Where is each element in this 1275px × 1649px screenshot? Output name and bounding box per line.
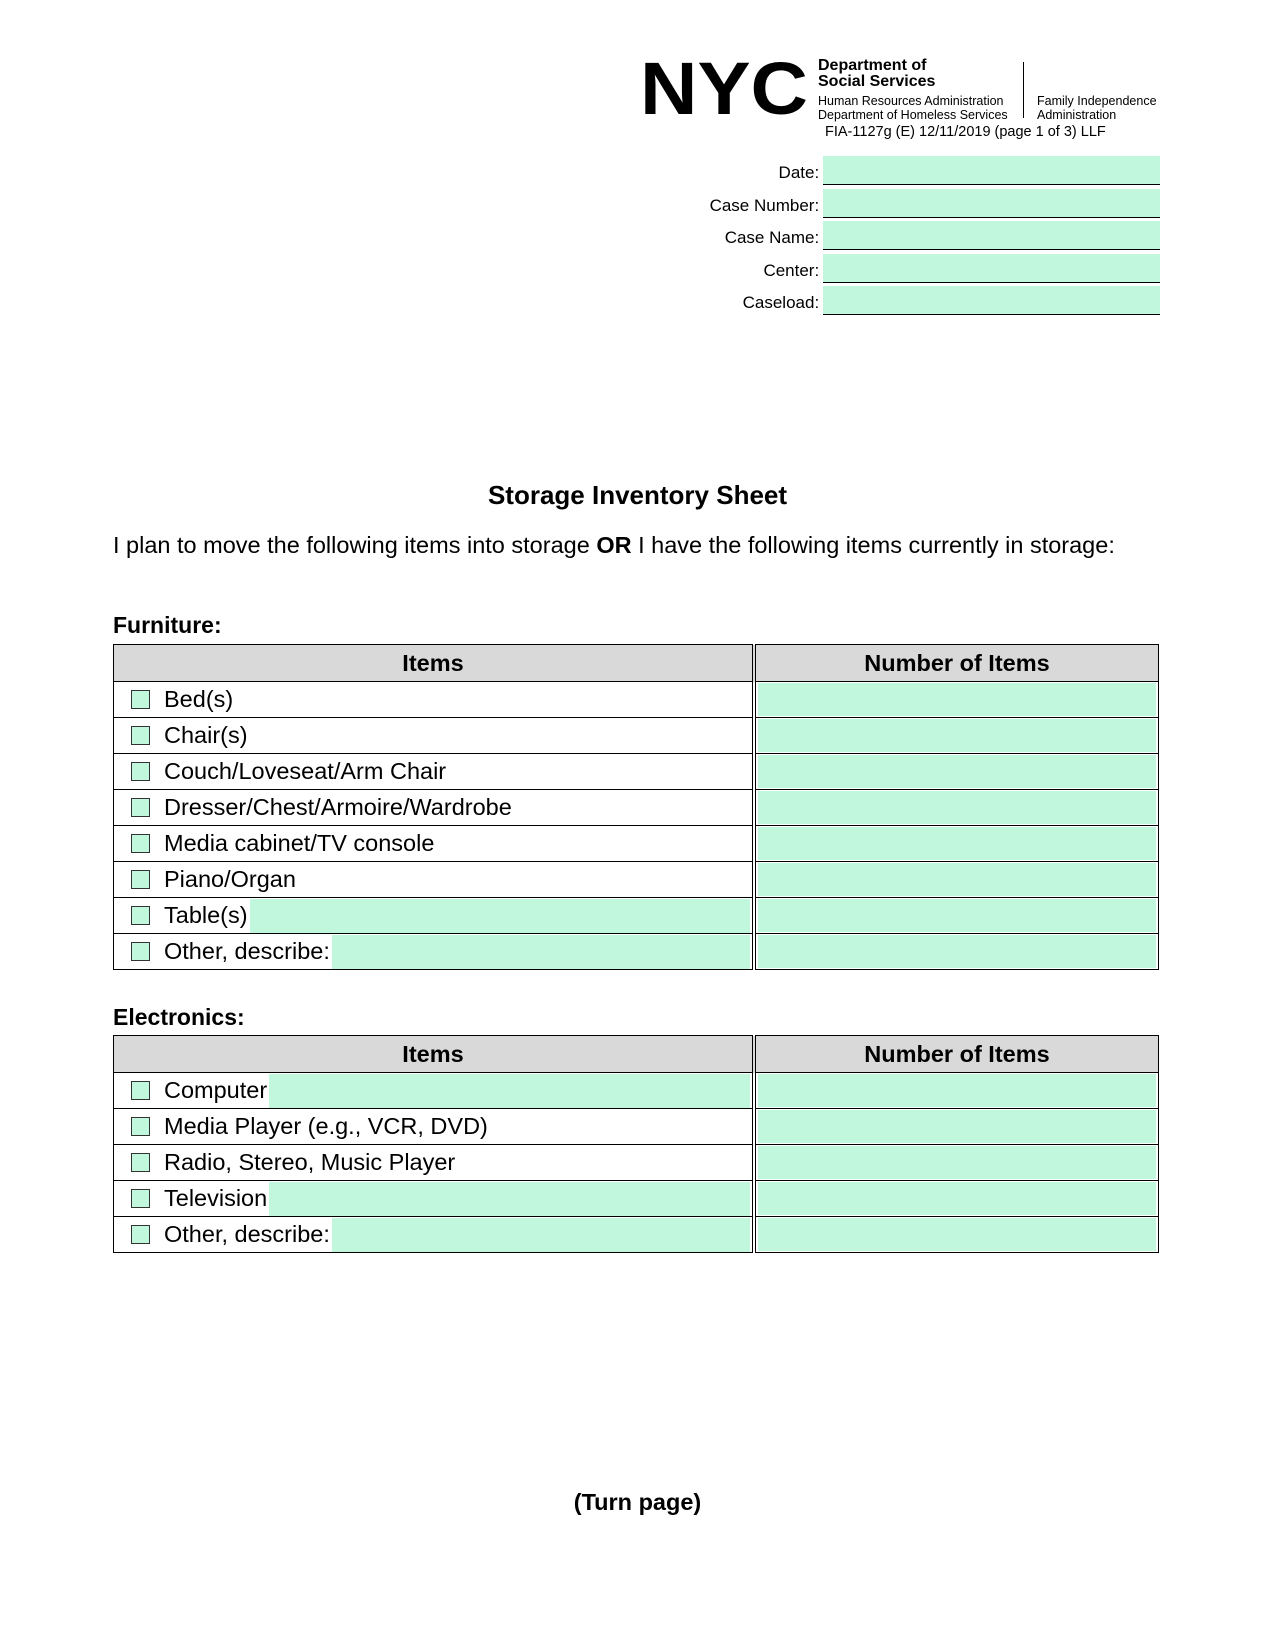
couch-count-input[interactable] [758,755,1156,788]
center-label: Center: [763,261,820,280]
computer-checkbox[interactable] [131,1081,150,1100]
header-divider [1023,62,1024,118]
electronics-section-label: Electronics: [113,1004,245,1030]
case-number-input[interactable] [823,189,1160,218]
table-description-input[interactable] [250,899,750,933]
table-row [114,1109,1159,1145]
other-furniture-description-input[interactable] [332,935,750,969]
table-count-input[interactable] [758,899,1156,932]
table-checkbox[interactable] [131,906,150,925]
intro-text: I plan to move the following items into storage OR I have the following items currently in storage: [113,532,1115,558]
table-row [114,934,1159,970]
table-header-row [114,1036,1159,1073]
item-label: Dresser/Chest/Armoire/Wardrobe [164,794,512,820]
item-label: Computer [164,1077,268,1103]
case-name-input[interactable] [823,221,1160,250]
agency-names: Human Resources Administration Department of Homeless Services [818,94,1008,122]
case-number-field-row [600,188,1160,218]
date-field-row [600,155,1160,185]
television-description-input[interactable] [269,1182,750,1216]
item-label: Media cabinet/TV console [164,830,435,856]
center-input[interactable] [823,254,1160,283]
items-column-header: Items [114,1036,755,1073]
date-label: Date: [778,163,820,182]
television-count-input[interactable] [758,1182,1156,1215]
case-name-label: Case Name: [724,228,820,247]
other-electronics-checkbox[interactable] [131,1225,150,1244]
date-input[interactable] [823,156,1160,185]
dresser-count-input[interactable] [758,791,1156,824]
table-row [114,1145,1159,1181]
media-player-count-input[interactable] [758,1110,1156,1143]
item-label: Couch/Loveseat/Arm Chair [164,758,447,784]
item-label: Bed(s) [164,686,234,712]
computer-description-input[interactable] [269,1074,750,1108]
table-row [114,1073,1159,1109]
item-label: Media Player (e.g., VCR, DVD) [164,1113,488,1139]
table-row [114,754,1159,790]
caseload-label: Caseload: [742,293,820,312]
media-cabinet-count-input[interactable] [758,827,1156,860]
item-label: Table(s) [164,902,248,928]
computer-count-input[interactable] [758,1074,1156,1107]
bed-count-input[interactable] [758,683,1156,716]
turn-page-note: (Turn page) [573,1489,702,1515]
other-electronics-count-input[interactable] [758,1218,1156,1251]
fia-name: Family Independence Administration [1037,94,1157,122]
other-furniture-checkbox[interactable] [131,942,150,961]
chair-checkbox[interactable] [131,726,150,745]
caseload-field-row [600,285,1160,315]
caseload-input[interactable] [823,286,1160,315]
electronics-table [113,1035,1159,1253]
chair-count-input[interactable] [758,719,1156,752]
media-player-checkbox[interactable] [131,1117,150,1136]
table-row [114,790,1159,826]
table-row [114,1217,1159,1253]
item-label: Other, describe: [164,938,330,964]
furniture-section-label: Furniture: [113,612,222,638]
table-row [114,1181,1159,1217]
number-column-header: Number of Items [754,645,1159,682]
form-id: FIA-1127g (E) 12/11/2019 (page 1 of 3) LLF [825,124,1106,140]
item-label: Piano/Organ [164,866,296,892]
radio-count-input[interactable] [758,1146,1156,1179]
case-name-field-row [600,220,1160,250]
center-field-row [600,253,1160,283]
nyc-logo [640,58,810,120]
other-electronics-description-input[interactable] [332,1218,750,1252]
item-label: Radio, Stereo, Music Player [164,1149,456,1175]
items-column-header: Items [114,645,755,682]
item-label: Chair(s) [164,722,248,748]
number-column-header: Number of Items [754,1036,1159,1073]
table-row [114,862,1159,898]
case-number-label: Case Number: [709,196,820,215]
media-cabinet-checkbox[interactable] [131,834,150,853]
radio-checkbox[interactable] [131,1153,150,1172]
furniture-table [113,644,1159,970]
piano-count-input[interactable] [758,863,1156,896]
table-row [114,682,1159,718]
table-header-row [114,645,1159,682]
dresser-checkbox[interactable] [131,798,150,817]
table-row [114,718,1159,754]
department-title: Department of Social Services [818,57,936,90]
piano-checkbox[interactable] [131,870,150,889]
table-row [114,826,1159,862]
item-label: Television [164,1185,268,1211]
table-row [114,898,1159,934]
couch-checkbox[interactable] [131,762,150,781]
other-furniture-count-input[interactable] [758,935,1156,968]
page-title: Storage Inventory Sheet [487,480,788,510]
television-checkbox[interactable] [131,1189,150,1208]
item-label: Other, describe: [164,1221,330,1247]
svg-text:NYC: NYC [640,58,808,120]
bed-checkbox[interactable] [131,690,150,709]
